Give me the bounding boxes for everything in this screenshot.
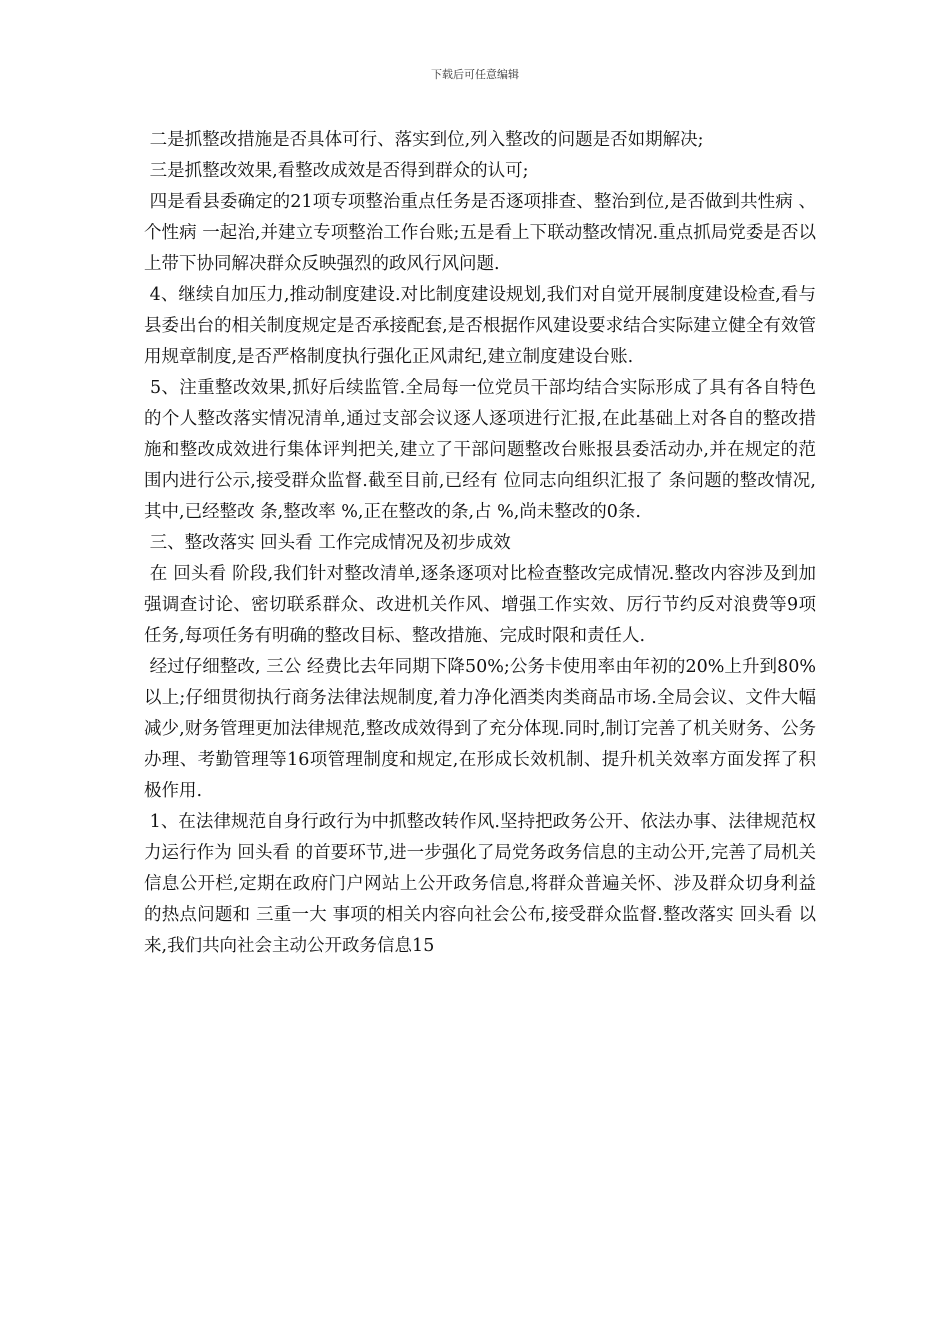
page-header: 下载后可任意编辑 xyxy=(431,68,519,81)
paragraph-review-stage: 在 回头看 阶段,我们针对整改清单,逐条逐项对比检查整改完成情况.整改内容涉及到加强调查讨论、密切联系群众、改进机关作风、增强工作实效、厉行节约反对浪费等9项任务,每项任务有明确的整改目标、整改措施、完成时限和责任人. xyxy=(144,564,816,646)
paragraph-item-1: 1、在法律规范自身行政行为中抓整改转作风.坚持把政务公开、依法办事、法律规范权力运行作为 回头看 的首要环节,进一步强化了局党务政务信息的主动公开,完善了局机关信息公开栏,定期在政府门户网站上公开政务信息,将群众普遍关怀、涉及群众切身利益的热点问题和 三重一大 事项的相关内容向社会公布,接受群众监督.整改落实 回头看 以来,我们共向社会主动公开政务信息15 xyxy=(144,812,816,956)
paragraph-results: 经过仔细整改, 三公 经费比去年同期下降50%;公务卡使用率由年初的20%上升到80%以上;仔细贯彻执行商务法律法规制度,着力净化酒类肉类商品市场.全局会议、文件大幅减少,财务管理更加法律规范,整改成效得到了充分体现.同时,制订完善了机关财务、公务办理、考勤管理等16项管理制度和规定,在形成长效机制、提升机关效率方面发挥了积极作用. xyxy=(144,657,816,801)
paragraph-system-building: 4、继续自加压力,推动制度建设.对比制度建设规划,我们对自觉开展制度建设检查,看与县委出台的相关制度规定是否承接配套,是否根据作风建设要求结合实际建立健全有效管用规章制度,是否严格制度执行强化正风肃纪,建立制度建设台账. xyxy=(144,285,816,367)
document-body xyxy=(144,125,822,962)
paragraph-measure-4: 四是看县委确定的21项专项整治重点任务是否逐项排查、整治到位,是否做到共性病 、 个性病 一起治,并建立专项整治工作台账;五是看上下联动整改情况.重点抓局党委是否以上带下协同解决群众反映强烈的政风行风问题. xyxy=(144,192,822,274)
paragraph-follow-up-supervision: 5、注重整改效果,抓好后续监管.全局每一位党员干部均结合实际形成了具有各自特色的个人整改落实情况清单,通过支部会议逐人逐项进行汇报,在此基础上对各自的整改措施和整改成效进行集体评判把关,建立了干部问题整改台账报县委活动办,并在规定的范围内进行公示,接受群众监督.截至目前,已经有 位同志向组织汇报了 条问题的整改情况,其中,已经整改 条,整改率 %,正在整改的条,占 %,尚未整改的0条. xyxy=(144,378,816,522)
paragraph-measure-2: 二是抓整改措施是否具体可行、落实到位,列入整改的问题是否如期解决; xyxy=(144,130,704,150)
paragraph-measure-3: 三是抓整改效果,看整改成效是否得到群众的认可; xyxy=(144,161,529,181)
section-heading-3: 三、整改落实 回头看 工作完成情况及初步成效 xyxy=(144,533,511,553)
